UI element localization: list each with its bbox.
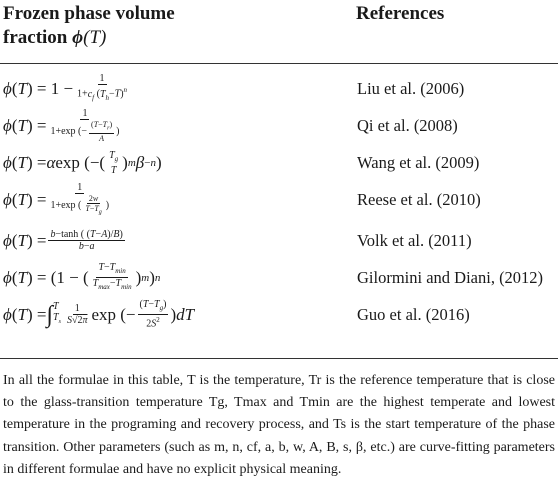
formula-qi: ϕ ( T ) = 1 1+exp (− $\frac{(T-T_r)}{A}$ ) (3, 107, 120, 144)
formula-gilormini: ϕ ( T ) = (1 − ( $\frac{T-T_{min}}{T_{max}-T_{min}}$ ) m ) n (3, 262, 161, 291)
table-row (0, 259, 558, 296)
reference: Qi et al. (2008) (357, 115, 458, 135)
table-bottom-rule (0, 358, 558, 359)
header-symbol: ϕ(T) (72, 27, 107, 48)
header-rule (0, 63, 558, 64)
reference: Reese et al. (2010) (357, 189, 481, 209)
table-row (0, 70, 558, 107)
table-footnote: In all the formulae in this table, T is the temperature, Tr is the reference temperature that is close to the glass-transition temperature Tg, Tmax and Tmin are the highest temperate and lowest temperature in the programing and recovery process, and Ts is the start temperature of the phase transition. Other parameters (such as m, n, cf, a, b, w, A, B, s, β, etc.) are curve-fitting parameters in different formulae and have no explicit physical meaning. (3, 373, 555, 477)
formula-volk: ϕ ( T ) = $\frac{b-\tanh ( (T-A)/B)}{b-a}$ (3, 229, 123, 252)
table-row (0, 107, 558, 144)
reference: Volk et al. (2011) (357, 230, 472, 250)
header-line-1: Frozen phase volume (3, 3, 175, 24)
formula-wang: ϕ ( T ) = α exp (−( $T_g$ T ) m β −n ) (3, 149, 162, 176)
column-header-frozen-phase (3, 2, 303, 50)
reference: Liu et al. (2006) (357, 78, 465, 98)
formula-liu: ϕ ( T ) = 1 − $\frac{1}{1+c_f (T_h-T)^n}$ (3, 73, 128, 102)
header-line-2: fraction (3, 27, 68, 48)
formula-reese: ϕ ( T ) = 1 1+exp ( $\frac{2w}{T-T_g}$ ) (3, 181, 110, 216)
reference: Wang et al. (2009) (357, 152, 480, 172)
table-row (0, 296, 558, 333)
table-row (0, 144, 558, 181)
table-row (0, 222, 558, 259)
formula-guo: ϕ ( T ) = ∫ T $T_s$ $\frac{1}{S√2\pi}$ exp (− $\frac{(T-T_g)}{2S^2}$ ) dT (3, 299, 195, 330)
reference: Guo et al. (2016) (357, 304, 470, 324)
column-header-references: References (356, 3, 445, 24)
table-row (0, 181, 558, 218)
reference: Gilormini and Diani, (2012) (357, 267, 544, 287)
